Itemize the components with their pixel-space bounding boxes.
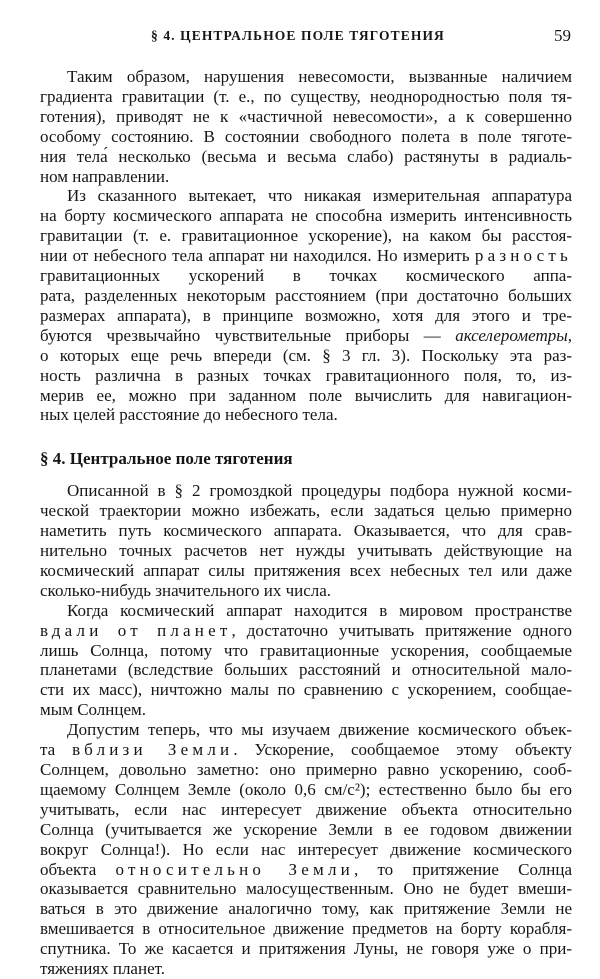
text-segment: та <box>40 740 73 760</box>
text-line: Описанной в § 2 громоздкой процедуры подбора нужной косми- <box>67 481 572 501</box>
page-number: 59 <box>554 26 571 45</box>
text-line: сти их масс), ничтожно малы по сравнению с ускорением, сообщае- <box>40 680 572 700</box>
text-line: готения), приводят не к «частичной невесомости», а к совершенно <box>40 106 572 126</box>
text-line: оказывается сравнительно малосущественным. Оно не будет вмеши- <box>40 879 572 899</box>
text-line-with-spaced-word <box>40 860 572 880</box>
text-segment: , достаточно учитывать притяжение одного <box>231 620 573 640</box>
text-line: учитывать, если нас интересует движение объекта относительно <box>40 799 572 819</box>
page-header <box>0 26 600 48</box>
text-segment: буются чрезвычайно чувствительные приборы — <box>40 325 456 345</box>
text-line: нительно точных расчетов нет нужды учитывать действующие на <box>40 541 572 561</box>
text-line: вмешивается в относительное движение предметов на борту корабля- <box>40 919 572 939</box>
section-paragraph-3 <box>40 720 572 979</box>
text-line: космический аппарат силы притяжения всех небесных тел или даже <box>40 560 572 580</box>
text-line-with-term <box>40 326 572 346</box>
running-head: § 4. ЦЕНТРАЛЬНОЕ ПОЛЕ ТЯГОТЕНИЯ <box>151 28 445 43</box>
text-line: о которых еще речь впереди (см. § 3 гл. 3). Поскольку эта раз- <box>40 345 572 365</box>
page-body <box>40 67 572 979</box>
text-line-with-spaced-word <box>40 246 572 266</box>
spaced-word-near-earth: вблизи Земли <box>72 740 234 760</box>
text-line: рата, разделенных некоторым расстоянием (при достаточно больших <box>40 285 572 305</box>
text-line: Таким образом, нарушения невесомости, вызванные наличием <box>67 67 572 86</box>
text-line: наметить путь космического аппарата. Оказывается, что для срав- <box>40 521 572 541</box>
text-line: гравитации (т. е. гравитационное ускорение), на каком бы расстоя- <box>40 226 572 246</box>
text-line: щаемому Солнцем Земле (около 0,6 см/с²); естественно было бы его <box>40 779 572 799</box>
text-line: тяжениях планет. <box>40 959 166 979</box>
text-line: размерах аппарата), в принципе возможно, хотя для этого и тре- <box>40 305 572 325</box>
text-line: особому состоянию. В состоянии свободного полета в поле тяготе- <box>40 126 572 146</box>
text-line-with-spaced-word <box>40 621 572 641</box>
paragraph-1 <box>40 67 572 186</box>
text-line-with-spaced-word <box>40 740 572 760</box>
text-line: лишь Солнца, потому что гравитационные ускорения, сообщаемые <box>40 640 572 660</box>
text-line: ных целей расстояние до небесного тела. <box>40 405 338 425</box>
spaced-word-relative-to-earth: относительно Земли <box>115 859 354 879</box>
text-line: спутника. То же касается и притяжения Луны, не говоря уже о при- <box>40 939 572 959</box>
text-line: Солнца (учитывается же ускорение Земли в ее годовом движении <box>40 819 572 839</box>
text-line: планетами (вследствие больших расстояний и относительной мало- <box>40 660 572 680</box>
text-line: сколько-нибудь значительного их числа. <box>40 580 332 600</box>
text-line: ном направлении. <box>40 166 170 186</box>
text-line: мерив ее, можно при заданном поле вычислить для навигацион- <box>40 385 572 405</box>
text-segment: объекта <box>40 859 116 879</box>
text-line: вокруг Солнца!). Но если нас интересует движение космического <box>40 839 572 859</box>
text-line: гравитационных ускорений в точках космического аппа- <box>40 266 572 286</box>
text-segment: , то притяжение Солнца <box>353 859 572 879</box>
paragraph-2 <box>40 186 572 425</box>
text-line: градиента гравитации (т. е., по существу, неоднородностью поля тя- <box>40 86 572 106</box>
spaced-word-difference: разность <box>474 246 572 266</box>
text-segment: нии от небесного тела аппарат ни находился. Но измерить <box>40 246 475 266</box>
text-segment: , <box>567 325 572 345</box>
text-line: ческой траектории можно избежать, если задаться целью примерно <box>40 501 572 521</box>
section-paragraph-2 <box>40 601 572 720</box>
section-paragraph-1 <box>40 481 572 600</box>
spaced-word-far-from-planets: вдали от планет <box>40 620 232 640</box>
text-line: ность различна в разных точках гравитационного поля, то, из- <box>40 365 572 385</box>
italic-term-accelerometers: акселерометры <box>455 325 568 345</box>
text-line: Из сказанного вытекает, что никакая измерительная аппаратура <box>67 186 572 206</box>
text-line: Допустим теперь, что мы изучаем движение космического объек- <box>67 720 572 740</box>
text-segment: . Ускорение, сообщаемое этому объекту <box>233 740 572 760</box>
text-line: на борту космического аппарата не способна измерить интенсивность <box>40 206 572 226</box>
text-line: мым Солнцем. <box>40 700 147 720</box>
text-line: Когда космический аппарат находится в мировом пространстве <box>67 600 572 620</box>
text-line: ния тела́ несколько (весьма и весьма слабо) растянуты в радиаль- <box>40 146 572 166</box>
text-line: ваться в это движение аналогично тому, как притяжение Земли не <box>40 899 572 919</box>
section-heading: § 4. Центральное поле тяготения <box>40 449 293 469</box>
text-line: Солнцем, довольно заметно: оно примерно равно ускорению, сооб- <box>40 760 572 779</box>
